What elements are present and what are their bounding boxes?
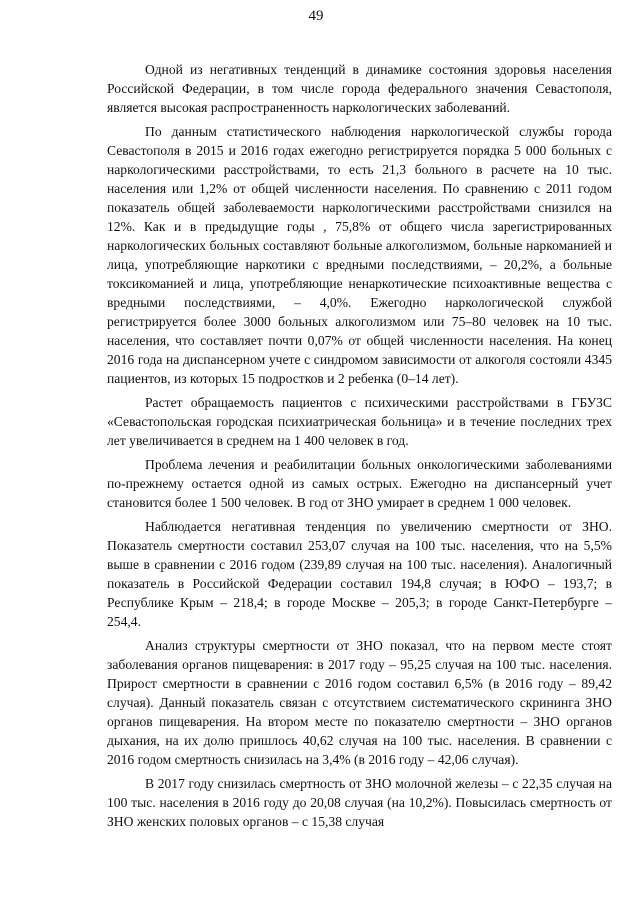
paragraph-6: Анализ структуры смертности от ЗНО показал, что на первом месте стоят заболевания органов пищеварения: в 2017 году – 95,25 случая на 100 тыс. населения. Прирост смертности в сравнении с 2016 годом составил 6,5% (в 2016 году – 89,42 случая). Данный показатель связан с отсутствием систематического скрининга ЗНО органов пищеварения. На втором месте по показателю смертности – ЗНО органов дыхания, на их долю пришлось 40,62 случая на 100 тыс. населения. В сравнении с 2016 годом смертность снизилась на 3,4% (в 2016 году – 42,06 случая). [107, 638, 612, 767]
paragraph-1: Одной из негативных тенденций в динамике состояния здоровья населения Российской Федерации, в том числе города федерального значения Севастополя, является высокая распространенность наркологических заболеваний. [107, 62, 612, 115]
paragraph-5: Наблюдается негативная тенденция по увеличению смертности от ЗНО. Показатель смертности составил 253,07 случая на 100 тыс. населения, что на 5,5% выше в сравнении с 2016 годом (239,89 случая на 100 тыс. населения). Аналогичный показатель в Российской Федерации составил 194,8 случая; в ЮФО – 193,7; в Республике Крым – 218,4; в городе Москве – 205,3; в городе Санкт-Петербурге – 254,4. [107, 519, 612, 629]
document-body [107, 60, 612, 836]
paragraph-7: В 2017 году снизилась смертность от ЗНО молочной железы – с 22,35 случая на 100 тыс. населения в 2016 году до 20,08 случая (на 10,2%). Повысилась смертность от ЗНО женских половых органов – с 15,38 случая [107, 776, 612, 829]
paragraph-3: Растет обращаемость пациентов с психическими расстройствами в ГБУЗС «Севастопольская городская психиатрическая больница» и в течение последних трех лет увеличивается в среднем на 1 400 человек в год. [107, 395, 612, 448]
page-number: 49 [308, 8, 324, 24]
paragraph-2: По данным статистического наблюдения наркологической службы города Севастополя в 2015 и 2016 годах ежегодно регистрируется порядка 5 000 больных с наркологическими расстройствами, то есть 21,3 больного в расчете на 10 тыс. населения или 1,2% от общей численности населения. По сравнению с 2011 годом показатель общей заболеваемости наркологическими расстройствами снизился на 12%. Как и в предыдущие годы , 75,8% от общего числа зарегистрированных наркологических больных составляют больные алкоголизмом, больные наркоманией и лица, употребляющие наркотики с вредными последствиями, – 20,2%, а больные токсикоманией и лица, употребляющие ненаркотические психоактивные вещества с вредными последствиями, – 4,0%. Ежегодно наркологической службой регистрируется более 3000 больных алкоголизмом или 75–80 человек на 10 тыс. населения, что составляет почти 0,07% от общей численности населения. На конец 2016 года на диспансерном учете с синдромом зависимости от алкоголя состояли 4345 пациентов, из которых 15 подростков и 2 ребенка (0–14 лет). [107, 124, 612, 386]
paragraph-4: Проблема лечения и реабилитации больных онкологическими заболеваниями по-прежнему остается одной из самых острых. Ежегодно на диспансерный учет становится более 1 500 человек. В год от ЗНО умирает в среднем 1 000 человек. [107, 457, 612, 510]
